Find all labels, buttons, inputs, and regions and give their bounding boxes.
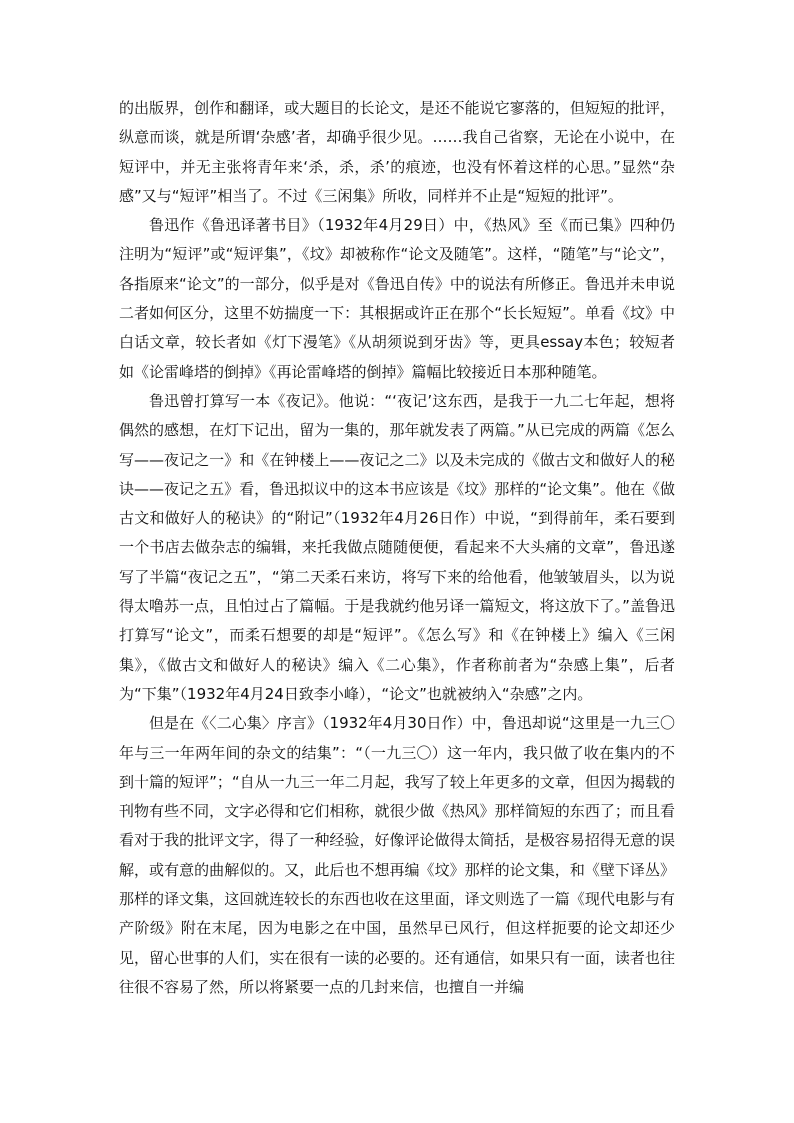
paragraph: 鲁迅曾打算写一本《夜记》。他说：“‘夜记’这东西，是我于一九二七年起，想将偶然的感想，在灯下记出，留为一集的，那年就发表了两篇。”从已完成的两篇《怎么写——夜记之一》和《在钟楼上——夜记之二》以及未完成的《做古文和做好人的秘诀——夜记之五》看，鲁迅拟议中的这本书应该是《坟》那样的“论文集”。他在《做古文和做好人的秘诀》的“附记”（1932年4月26日作）中说，“到得前年，柔石要到一个书店去做杂志的编辑，来托我做点随随便便，看起来不大头痛的文章”，鲁迅遂写了半篇“夜记之五”，“第二天柔石来访，将写下来的给他看，他皱皱眉头，以为说得太噜苏一点，且怕过占了篇幅。于是我就约他另译一篇短文，将这放下了。”盖鲁迅打算写“论文”，而柔石想要的却是“短评”。《怎么写》和《在钟楼上》编入《三闲集》，《做古文和做好人的秘诀》编入《二心集》，作者称前者为“杂感上集”，后者为“下集”（1932年4月24日致李小峰），“论文”也就被纳入“杂感”之内。 bbox=[119, 391, 675, 703]
document-body bbox=[119, 94, 675, 1002]
paragraph: 但是在《〈二心集〉序言》（1932年4月30日作）中，鲁迅却说“这里是一九三〇年与三一年两年间的杂文的结集”：“（一九三〇）这一年内，我只做了收在集内的不到十篇的短评”；“自从一九三一年二月起，我写了较上年更多的文章，但因为揭载的刊物有些不同，文字必得和它们相称，就很少做《热风》那样简短的东西了；而且看看对于我的批评文字，得了一种经验，好像评论做得太简括，是极容易招得无意的误解，或有意的曲解似的。又，此后也不想再编《坟》那样的论文集，和《壁下译丛》那样的译文集，这回就连较长的东西也收在这里面，译文则选了一篇《现代电影与有产阶级》附在末尾，因为电影之在中国，虽然早已风行，但这样扼要的论文却还少见，留心世事的人们，实在很有一读的必要的。还有通信，如果只有一面，读者也往往很不容易了然，所以将紧要一点的几封来信，也擅自一并编 bbox=[119, 714, 675, 996]
paragraph: 的出版界，创作和翻译，或大题目的长论文，是还不能说它寥落的，但短短的批评，纵意而谈，就是所谓‘杂感’者，却确乎很少见。……我自己省察，无论在小说中，在短评中，并无主张将青年来‘杀，杀，杀’的痕迹，也没有怀着这样的心思。”显然“杂感”又与“短评”相当了。不过《三闲集》所收，同样并不止是“短短的批评”。 bbox=[119, 99, 675, 205]
paragraph: 鲁迅作《鲁迅译著书目》（1932年4月29日）中，《热风》至《而已集》四种仍注明为“短评”或“短评集”，《坟》却被称作“论文及随笔”。这样，“随笔”与“论文”，各指原来“论文”的一部分，似乎是对《鲁迅自传》中的说法有所修正。鲁迅并未申说二者如何区分，这里不妨揣度一下：其根据或许正在那个“长长短短”。单看《坟》中白话文章，较长者如《灯下漫笔》《从胡须说到牙齿》等，更具essay本色；较短者如《论雷峰塔的倒掉》《再论雷峰塔的倒掉》篇幅比较接近日本那种随笔。 bbox=[119, 216, 675, 381]
